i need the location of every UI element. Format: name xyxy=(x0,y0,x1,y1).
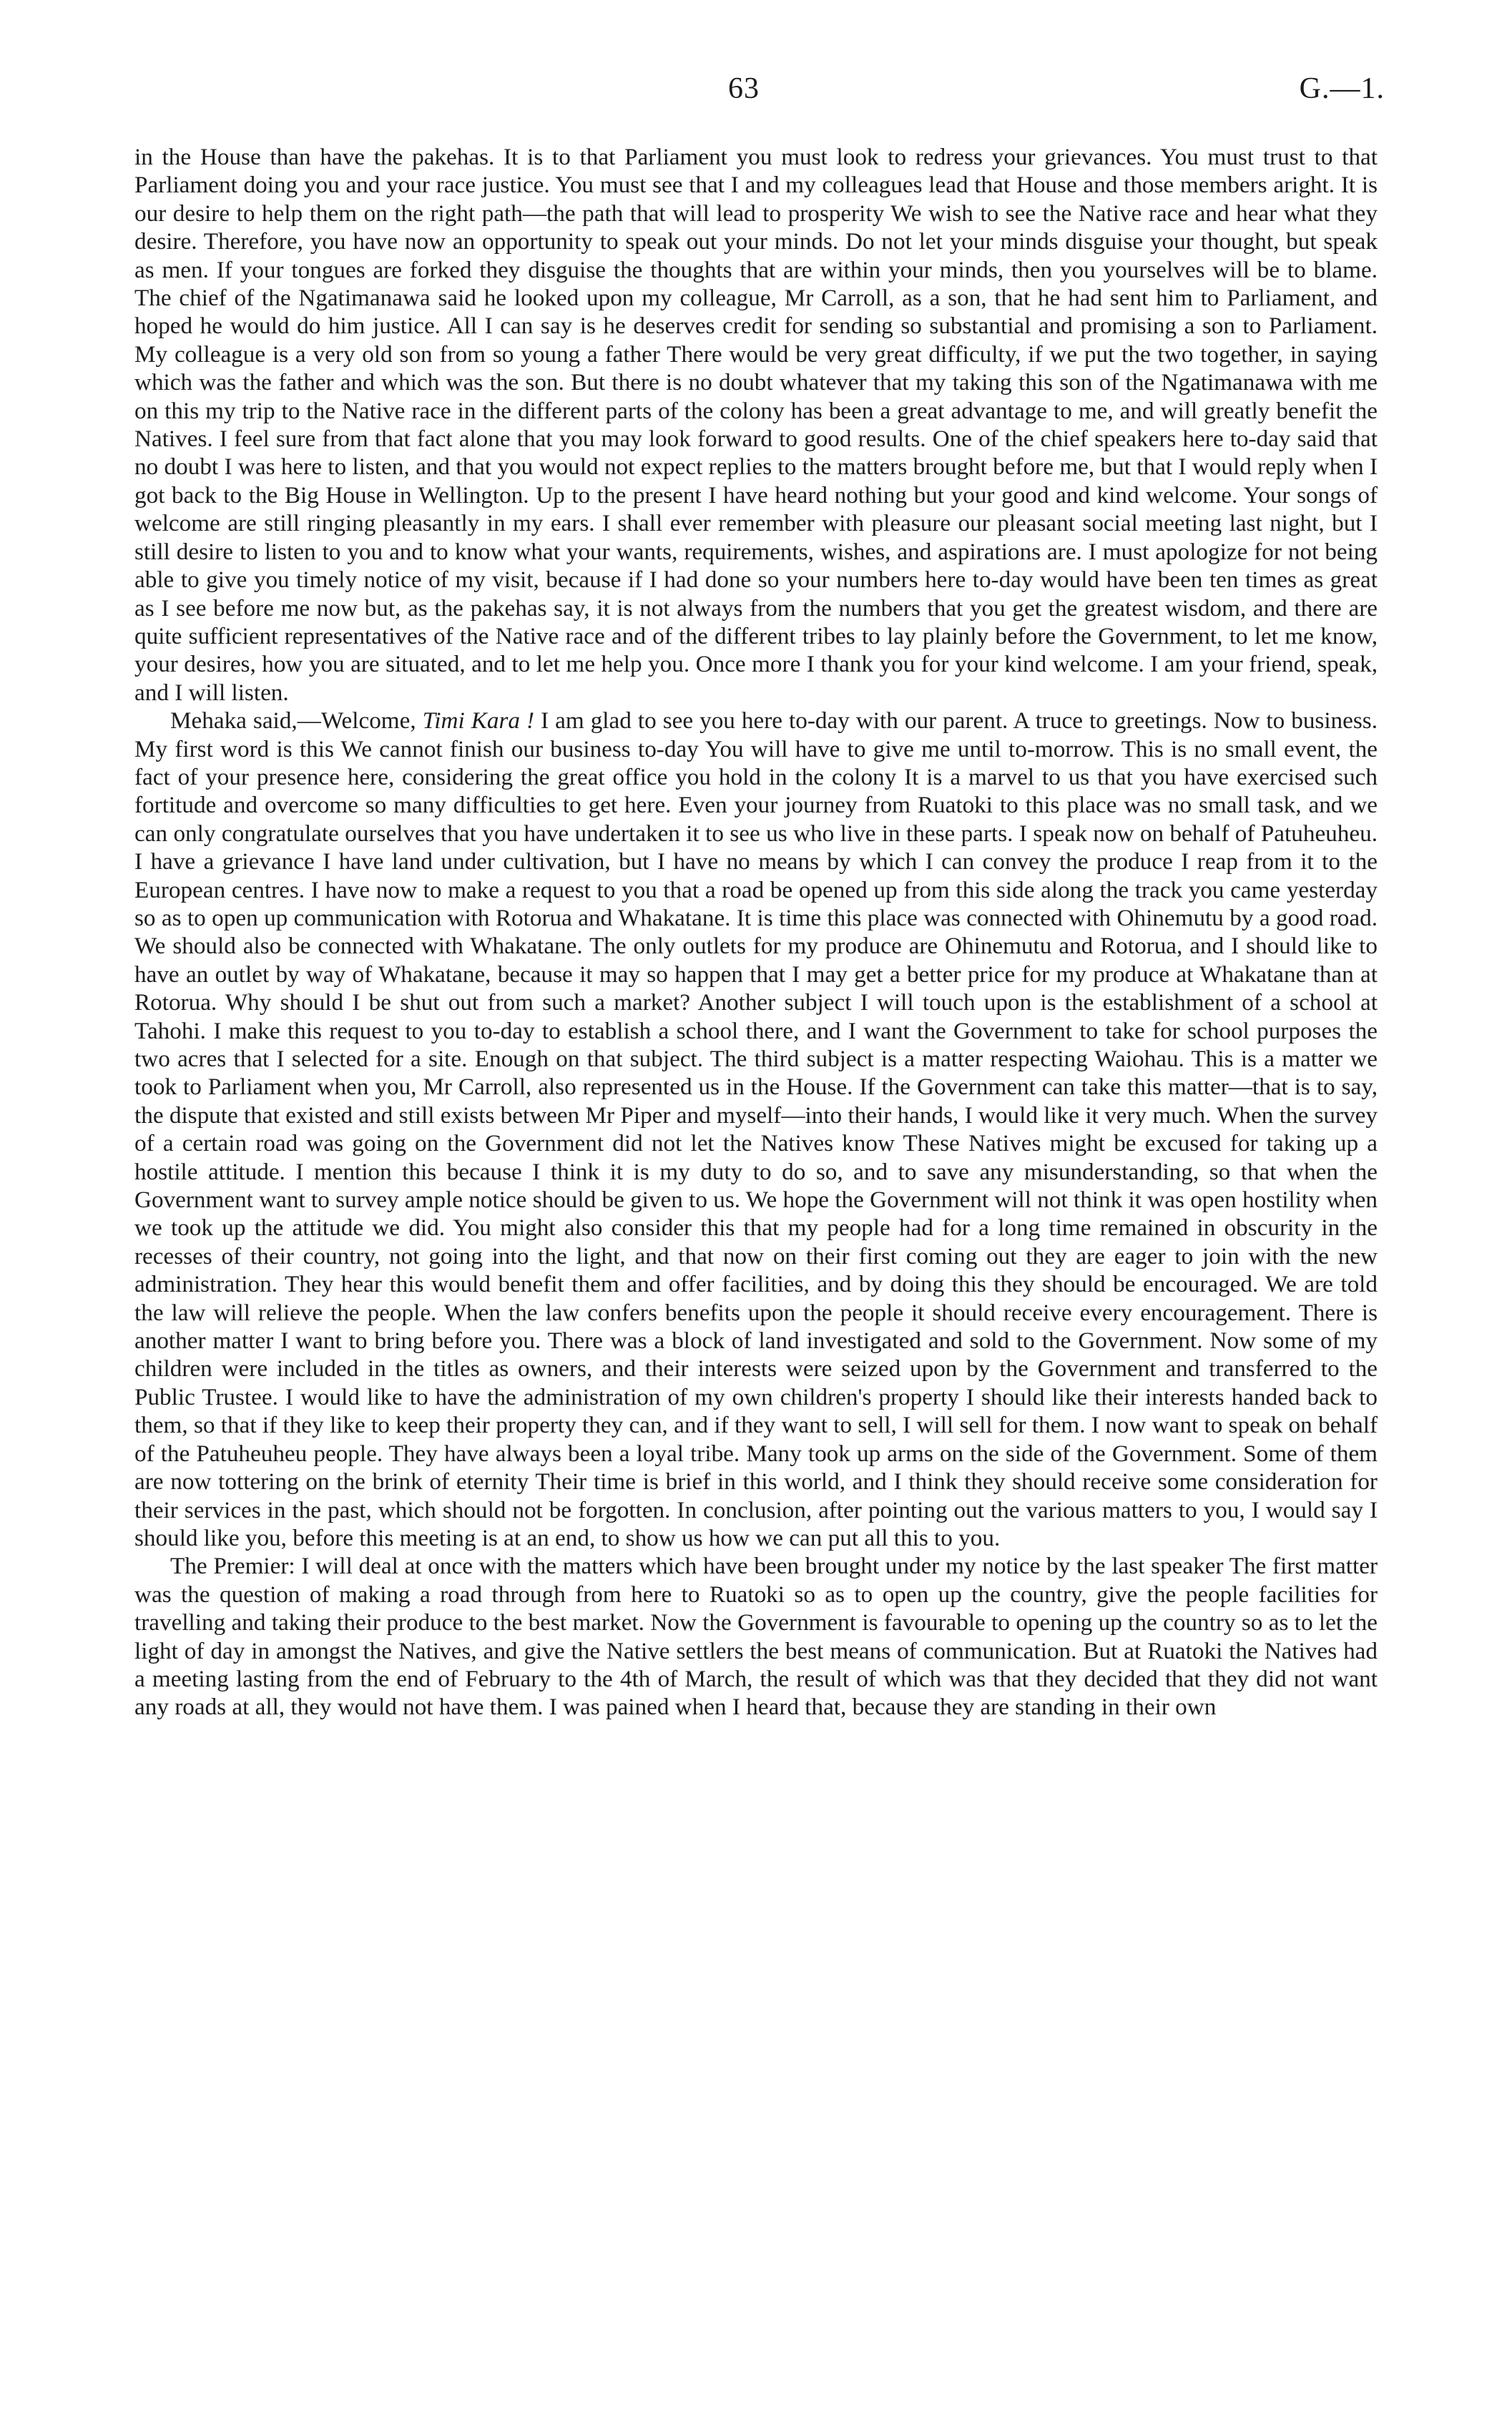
body-text xyxy=(134,143,1378,1722)
paragraph-mehaka xyxy=(134,707,1378,1552)
page-number: 63 xyxy=(728,72,760,105)
italic-name: Timi Kara ! xyxy=(422,707,535,735)
document-reference: G.—1. xyxy=(1299,72,1385,105)
page-header xyxy=(0,72,1512,114)
speaker-label: The Premier: xyxy=(170,1553,302,1580)
paragraph-text: in the House than have the pakehas. It is to that Parliament you must look to redress your grievances. You must trust to that Parliament doing you and your race justice. You must see that I and my colleagues lead that House and those members aright. It is our desire to help them on the right path—the path that will lead to prosperity We wish to see the Native race and hear what they desire. Therefore, you have now an opportunity to speak out your minds. Do not let your minds disguise your thought, but speak as men. If your tongues are forked they disguise the thoughts that are within your minds, then you yourselves will be to blame. The chief of the Ngatimanawa said he looked upon my colleague, Mr Carroll, as a son, that he had sent him to Parliament, and hoped he would do him justice. All I can say is he deserves credit for sending so substantial and promising a son to Parliament. My colleague is a very old son from so young a father There would be very great difficulty, if we put the two together, in saying which was the father and which was the son. But there is no doubt whatever that my taking this son of the Ngatimanawa with me on this my trip to the Native race in the different parts of the colony has been a great advantage to me, and will greatly benefit the Natives. I feel sure from that fact alone that you may look forward to good results. One of the chief speakers here to-day said that no doubt I was here to listen, and that you would not expect replies to the matters brought before me, but that I would reply when I got back to the Big House in Wellington. Up to the present I have heard nothing but your good and kind welcome. Your songs of welcome are still ringing pleasantly in my ears. I shall ever remember with pleasure our pleasant social meeting last night, but I still desire to listen to you and to know what your wants, requirements, wishes, and aspirations are. I must apologize for not being able to give you timely notice of my visit, because if I had done so your numbers here to-day would have been ten times as great as I see before me now but, as the pakehas say, it is not always from the numbers that you get the greatest wisdom, and there are quite sufficient representatives of the Native race and of the different tribes to lay plainly before the Government, to let me know, your desires, how you are situated, and to let me help you. Once more I thank you for your kind welcome. I am your friend, speak, and I will listen. xyxy=(134,144,1378,706)
paragraph-text: I will deal at once with the matters which have been brought under my notice by the last speaker The first matter was the question of making a road through from here to Ruatoki so as to open up the country, give the people facilities for travelling and taking their produce to the best market. Now the Government is favourable to opening up the country so as to let the light of day in amongst the Natives, and give the Native settlers the best means of communication. But at Ruatoki the Natives had a meeting lasting from the end of February to the 4th of March, the result of which was that they decided that they did not want any roads at all, they would not have them. I was pained when I heard that, because they are standing in their own xyxy=(134,1553,1378,1721)
paragraph-premier xyxy=(134,1552,1378,1721)
paragraph-text: I am glad to see you here to-day with our parent. A truce to greetings. Now to business. My first word is this We cannot finish our business to-day You will have to give me until to-morrow. This is no small event, the fact of your presence here, considering the great office you hold in the colony It is a marvel to us that you have exercised such fortitude and overcome so many difficulties to get here. Even your journey from Ruatoki to this place was no small task, and we can only congratulate ourselves that you have undertaken it to see us who live in these parts. I speak now on behalf of Patuheuheu. I have a grievance I have land under cultivation, but I have no means by which I can convey the produce I reap from it to the European centres. I have now to make a request to you that a road be opened up from this side along the track you came yesterday so as to open up communication with Rotorua and Whakatane. It is time this place was connected with Ohinemutu by a good road. We should also be connected with Whakatane. The only outlets for my produce are Ohinemutu and Rotorua, and I should like to have an outlet by way of Whakatane, because it may so happen that I may get a better price for my produce at Whakatane than at Rotorua. Why should I be shut out from such a market? Another subject I will touch upon is the establishment of a school at Tahohi. I make this request to you to-day to establish a school there, and I want the Government to take for school purposes the two acres that I selected for a site. Enough on that subject. The third subject is a matter respecting Waiohau. This is a matter we took to Parliament when you, Mr Carroll, also represented us in the House. If the Government can take this matter—that is to say, the dispute that existed and still exists between Mr Piper and myself—into their hands, I would like it very much. When the survey of a certain road was going on the Government did not let the Natives know These Natives might be excused for taking up a hostile attitude. I mention this because I think it is my duty to do so, and to save any misunderstanding, so that when the Government want to survey ample notice should be given to us. We hope the Government will not think it was open hostility when we took up the attitude we did. You might also consider this that my people had for a long time remained in obscurity in the recesses of their country, not going into the light, and that now on their first coming out they are eager to join with the new administration. They hear this would benefit them and offer facilities, and by doing this they should be encouraged. We are told the law will relieve the people. When the law confers benefits upon the people it should receive every encouragement. There is another matter I want to bring before you. There was a block of land investigated and sold to the Government. Now some of my children were included in the titles as owners, and their interests were seized upon by the Government and transferred to the Public Trustee. I would like to have the administration of my own children's property I should like their interests handed back to them, so that if they like to keep their property they can, and if they want to sell, I will sell for them. I now want to speak on behalf of the Patuheuheu people. They have always been a loyal tribe. Many took up arms on the side of the Government. Some of them are now tottering on the brink of eternity Their time is brief in this world, and I think they should receive some consideration for their services in the past, which should not be forgotten. In conclusion, after pointing out the various matters to you, I would say I should like you, before this meeting is at an end, to show us how we can put all this to you. xyxy=(134,707,1378,1551)
paragraph-premier-continued xyxy=(134,143,1378,707)
speaker-intro: Mehaka said,—Welcome, xyxy=(170,707,423,735)
